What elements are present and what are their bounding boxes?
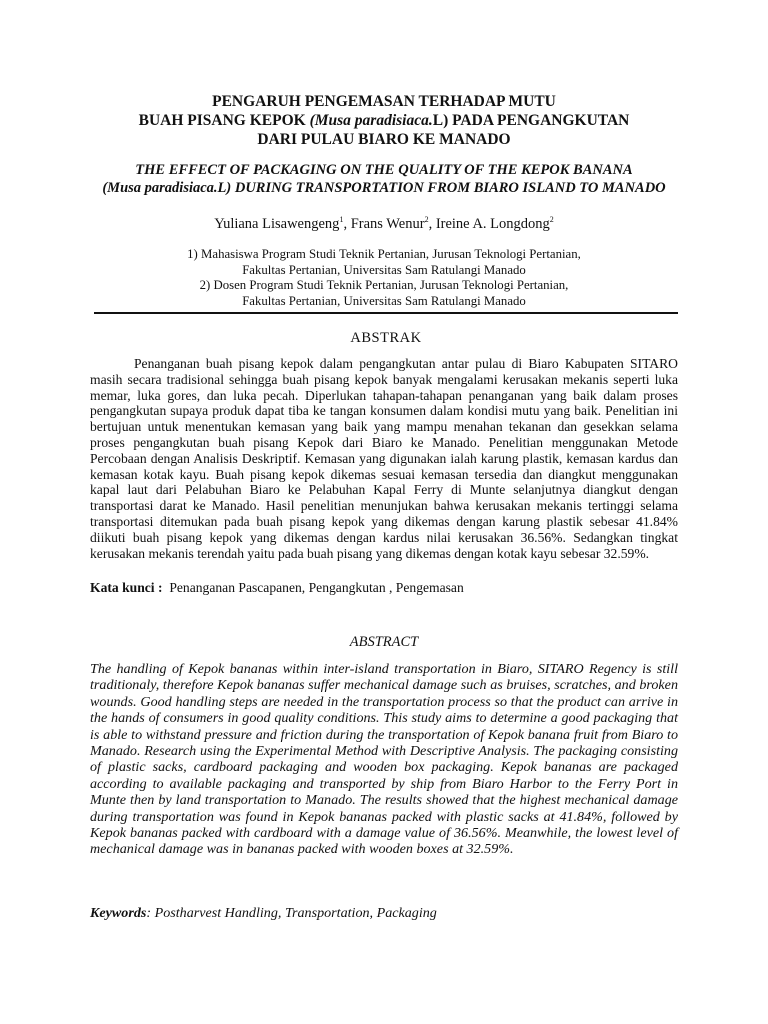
author-name: Ireine A. Longdong [435,215,550,232]
keywords [90,905,678,922]
author-list: Yuliana Lisawengeng$^1$, Frans Wenur$^2$, Ireine A. Longdong$^2$ [214,215,554,232]
header-divider [94,312,678,314]
author-name: Frans Wenur [350,215,425,232]
paper-title-indonesian [90,92,678,149]
keywords-label: Keywords [90,905,147,921]
keywords-text: : Postharvest Handling, Transportation, Packaging [146,905,437,921]
author-affiliation-mark: 2 [424,215,429,224]
author-name: Yuliana Lisawengeng [214,215,340,232]
title-id-line-2 [90,111,678,130]
abstract-heading: ABSTRACT [349,634,419,650]
abstrak-heading: ABSTRAK [350,330,422,346]
abstract-body: The handling of Kepok bananas within inter-island transportation in Biaro, SITARO Regency is still traditionaly, therefore Kepok bananas suffer mechanical damage such as bruises, scratches, and broken wounds. Good handling steps are needed in the transportation process so that the product can arrive in the hands of consumers in good quality conditions. This study aims to determine a good packaging that is able to withstand pressure and friction during the transportation of Kepok banana fruit from Biaro to Manado. Research using the Experimental Method with Descriptive Analysis. The packaging consisting of plastic sacks, cardboard packaging and wooden box packaging. Kepok bananas are packaged according to available packaging and transported by ship from Biaro Harbor to the Ferry Port in Munte then by land transportation to Manado. The results showed that the highest mechanical damage during transportation was found in Kepok bananas packed with plastic sacks at 41.84%, followed by Kepok bananas packed with cardboard with a damage value of 36.56%. Meanwhile, the lowest level of mechanical damage was in bananas packed with wooden boxes at 32.59%. [90,661,678,858]
affiliations [90,247,678,309]
affiliation-line: 1) Mahasiswa Program Studi Teknik Pertanian, Jurusan Teknologi Pertanian, [187,247,581,261]
title-id-line-2-b: L) PADA PENGANGKUTAN [432,112,630,129]
title-id-line-1: PENGARUH PENGEMASAN TERHADAP MUTU [212,93,556,110]
title-en-line-2: (Musa paradisiaca.L) DURING TRANSPORTATION FROM BIARO ISLAND TO MANADO [102,180,666,196]
author-affiliation-mark: 1 [339,215,344,224]
affiliation-line: Fakultas Pertanian, Universitas Sam Ratulangi Manado [242,262,526,277]
paper-title-english [80,161,688,197]
author-affiliation-mark: 2 [549,215,554,224]
kata-kunci [90,580,678,596]
abstrak-body: Penanganan buah pisang kepok dalam pengangkutan antar pulau di Biaro Kabupaten SITARO masih secara tradisional sehingga buah pisang kepok banyak mengalami kerusakan mekanis seperti luka memar, luka gores, dan luka pecah. Diperlukan tahapan-tahapan penanganan yang baik dalam proses pengangkutan supaya produk dapat tiba ke tangan konsumen dalam kondisi mutu yang baik. Penelitian ini bertujuan untuk menentukan kemasan yang baik yang mampu menahan tekanan dan gesekkan selama proses pengangkutan buah pisang Kepok dari Biaro ke Manado. Penelitian menggunakan Metode Percobaan dengan Analisis Deskriptif. Kemasan yang digunakan ialah karung plastik, kemasan kardus dan kemasan kotak kayu. Buah pisang kepok dikemas sesuai kemasan tersedia dan diangkut menggunakan kapal laut dari Pelabuhan Biaro ke Pelabuhan Kapal Ferry di Munte selanjutnya diangkut dengan transportasi darat ke Manado. Hasil penelitian menunjukan bahwa kerusakan mekanis tertinggi selama transportasi ditemukan pada buah pisang kepok yang dikemas dengan karung plastik sebesar 41.84% diikuti buah pisang kepok yang dikemas dengan kardus nilai kerusakan 36.56%. Sedangkan tingkat kerusakan mekanis terendah yaitu pada buah pisang yang dikemas dengan kotak kayu sebesar 32.59%. [90,356,678,561]
affiliation-line: Fakultas Pertanian, Universitas Sam Ratulangi Manado [242,293,526,308]
title-id-line-2-a: BUAH PISANG KEPOK [138,112,310,129]
title-id-line-3: DARI PULAU BIARO KE MANADO [257,131,511,148]
title-en-line-1: THE EFFECT OF PACKAGING ON THE QUALITY OF THE KEPOK BANANA [135,162,633,178]
kata-kunci-text: Penanganan Pascapanen, Pengangkutan , Pengemasan [162,580,464,595]
affiliation-line: 2) Dosen Program Studi Teknik Pertanian, Jurusan Teknologi Pertanian, [199,278,569,292]
title-id-scientific-name: (Musa paradisiaca. [309,112,433,129]
kata-kunci-label: Kata kunci : [90,580,163,595]
